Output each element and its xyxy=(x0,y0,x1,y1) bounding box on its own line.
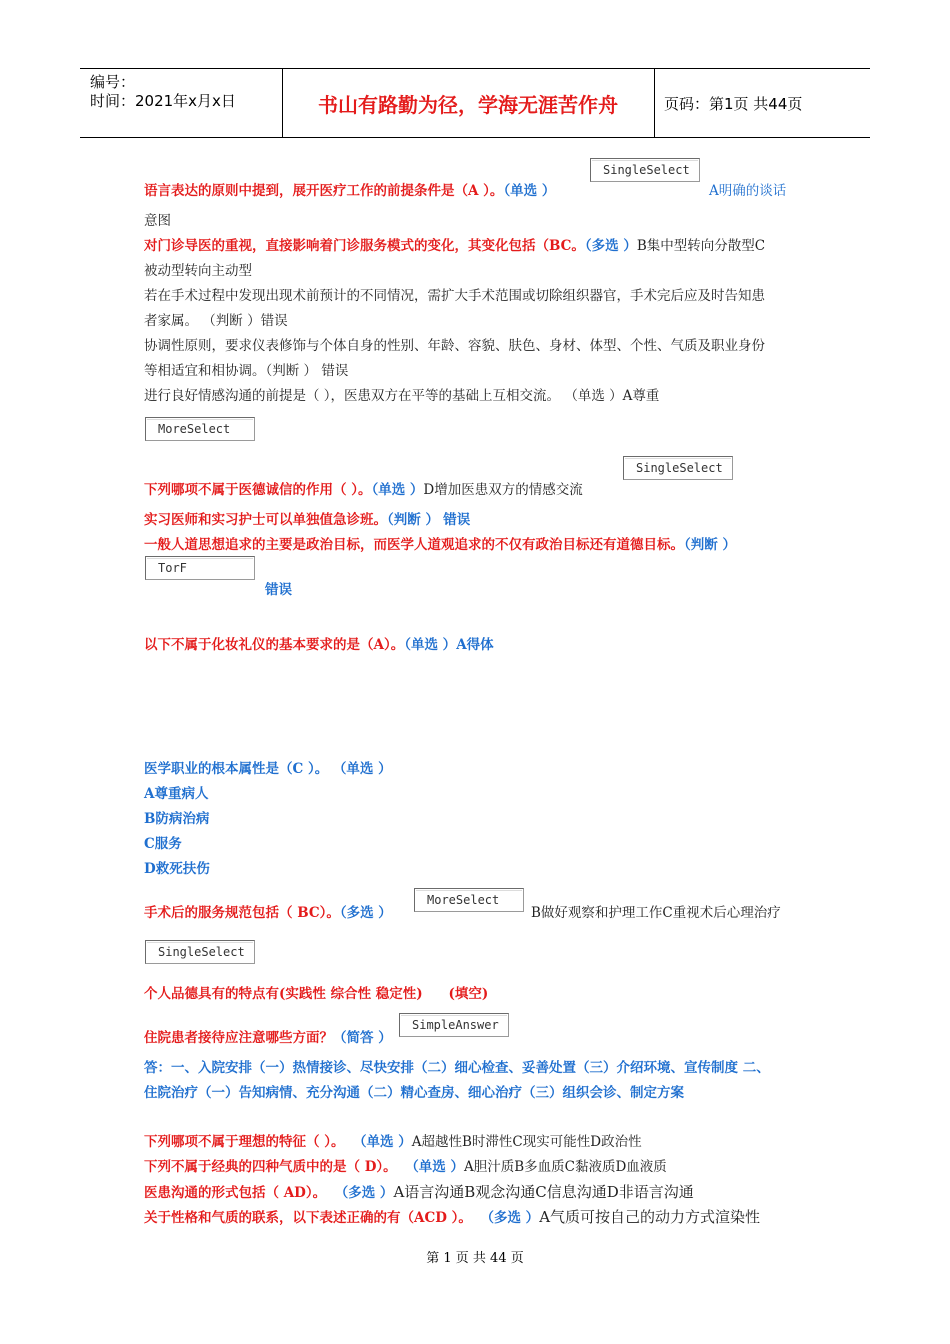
question-type: （单选 ） xyxy=(353,1134,412,1150)
option-text: C服务 xyxy=(144,836,182,852)
question-type: （单选 ） xyxy=(371,482,424,498)
option-text: D救死扶伤 xyxy=(144,861,210,877)
question-type: （简答 ） xyxy=(333,1030,392,1046)
question-text: 语言表达的原则中提到，展开医疗工作的前提条件是（A ）。 xyxy=(144,183,504,199)
header-divider xyxy=(654,69,655,137)
date-label: 时间：2021年x月x日 xyxy=(90,92,236,110)
text-line: 进行良好情感沟通的前提是（ ），医患双方在平等的基础上互相交流。 （单选 ）A尊重 xyxy=(144,388,660,404)
question-text: 一般人道思想追求的主要是政治目标，而医学人道观追求的不仅有政治目标还有道德目标。 xyxy=(144,537,684,553)
option-text: B防病治病 xyxy=(144,811,210,827)
more-select-box[interactable]: MoreSelect xyxy=(414,888,524,912)
answer-text: A得体 xyxy=(456,637,494,653)
question-line xyxy=(144,1208,760,1227)
question-text: 关于性格和气质的联系，以下表述正确的有（ACD ）。 xyxy=(144,1210,472,1226)
question-text: 下列哪项不属于医德诚信的作用（ ）。 xyxy=(144,482,372,498)
question-type: (填空) xyxy=(448,986,489,1002)
answer-text: 错误 xyxy=(265,582,292,598)
header-meta xyxy=(90,73,236,111)
single-select-box[interactable]: SingleSelect xyxy=(623,456,733,480)
answer-text: A语言沟通B观念沟通C信息沟通D非语言沟通 xyxy=(393,1183,694,1201)
question-type: （多选 ） xyxy=(584,238,637,254)
code-label: 编号： xyxy=(90,73,136,91)
text-line: 协调性原则，要求仪表修饰与个体自身的性别、年龄、容貌、肤色、身材、体型、个性、气质及职业身份 xyxy=(144,338,765,354)
question-type: （多选 ） xyxy=(339,905,392,921)
answer-text: B集中型转向分散型C xyxy=(636,238,766,254)
question-text: 个人品德具有的特点有(实践性 综合性 稳定性) xyxy=(144,986,423,1002)
question-line xyxy=(144,636,494,654)
answer-text: 答：一、入院安排（一）热情接诊、尽快安排（二）细心检查、妥善处置（三）介绍环境、宣传制度 二、 xyxy=(144,1060,770,1076)
answer-text: B做好观察和护理工作C重视术后心理治疗 xyxy=(531,905,781,921)
question-type: （多选 ） xyxy=(334,1185,394,1201)
question-line xyxy=(144,985,488,1003)
question-type: （多选 ） xyxy=(480,1210,540,1226)
question-text: 手术后的服务规范包括（ BC）。 xyxy=(144,905,340,921)
answer-text: 错误 xyxy=(443,512,471,528)
header-motto: 书山有路勤为径，学海无涯苦作舟 xyxy=(318,92,618,117)
question-type: （单选 ） xyxy=(503,183,556,199)
answer-text: D增加医患双方的情感交流 xyxy=(423,482,583,498)
question-text: 以下不属于化妆礼仪的基本要求的是（A）。 xyxy=(144,637,405,653)
header-page-label: 页码：第1页 共44页 xyxy=(664,94,803,113)
question-text: 对门诊导医的重视，直接影响着门诊服务模式的变化，其变化包括（BC。 xyxy=(144,238,585,254)
text-line: 等相适宜和相协调。（判断 ） 错误 xyxy=(144,363,349,379)
more-select-box[interactable]: MoreSelect xyxy=(145,417,255,441)
question-line xyxy=(144,511,470,529)
question-line xyxy=(144,904,392,922)
text-line: 者家属。 （判断 ）错误 xyxy=(144,313,288,329)
question-text: 下列不属于经典的四种气质中的是（ D）。 xyxy=(144,1159,397,1175)
question-text: 实习医师和实习护士可以单独值急诊班。 xyxy=(144,512,387,528)
question-type: （单选 ） xyxy=(405,1159,464,1175)
question-type: （单选 ） xyxy=(404,637,457,653)
question-line xyxy=(144,481,583,499)
single-select-box[interactable]: SingleSelect xyxy=(145,940,255,964)
question-type: （判断 ） xyxy=(684,537,736,553)
question-text: 下列哪项不属于理想的特征（ ）。 xyxy=(144,1134,345,1150)
question-text: 医患沟通的形式包括（ AD）。 xyxy=(144,1185,327,1201)
page-footer: 第 1 页 共 44 页 xyxy=(426,1251,524,1266)
question-text: 住院患者接待应注意哪些方面？ xyxy=(144,1030,333,1046)
question-type: （判断 ） xyxy=(387,512,439,528)
answer-text: A胆汁质B多血质C黏液质D血液质 xyxy=(463,1159,667,1175)
question-line xyxy=(144,536,736,554)
text-line: 被动型转向主动型 xyxy=(144,263,252,279)
question-line xyxy=(144,182,555,200)
option-text: A尊重病人 xyxy=(144,786,209,802)
question-line xyxy=(144,1183,694,1202)
text-line: 意图 xyxy=(144,213,171,229)
answer-text: A超越性B时滞性C现实可能性D政治性 xyxy=(411,1134,642,1150)
answer-text: A气质可按自己的动力方式渲染性 xyxy=(539,1208,761,1226)
question-text: 医学职业的根本属性是（C ）。 （单选 ） xyxy=(144,761,392,777)
question-line xyxy=(144,237,765,255)
page-header xyxy=(80,68,870,138)
question-line xyxy=(144,1158,667,1176)
true-false-box[interactable]: TorF xyxy=(145,556,255,580)
single-select-box[interactable]: SingleSelect xyxy=(590,158,700,182)
question-line xyxy=(144,1029,392,1047)
question-line xyxy=(144,1133,642,1151)
answer-text: 住院治疗（一）告知病情、充分沟通（二）精心查房、细心治疗（三）组织会诊、制定方案 xyxy=(144,1085,684,1101)
simple-answer-box[interactable]: SimpleAnswer xyxy=(399,1013,509,1037)
answer-text: A明确的谈话 xyxy=(709,183,787,199)
text-line: 若在手术过程中发现出现术前预计的不同情况，需扩大手术范围或切除组织器官，手术完后应及时告知患 xyxy=(144,288,765,304)
